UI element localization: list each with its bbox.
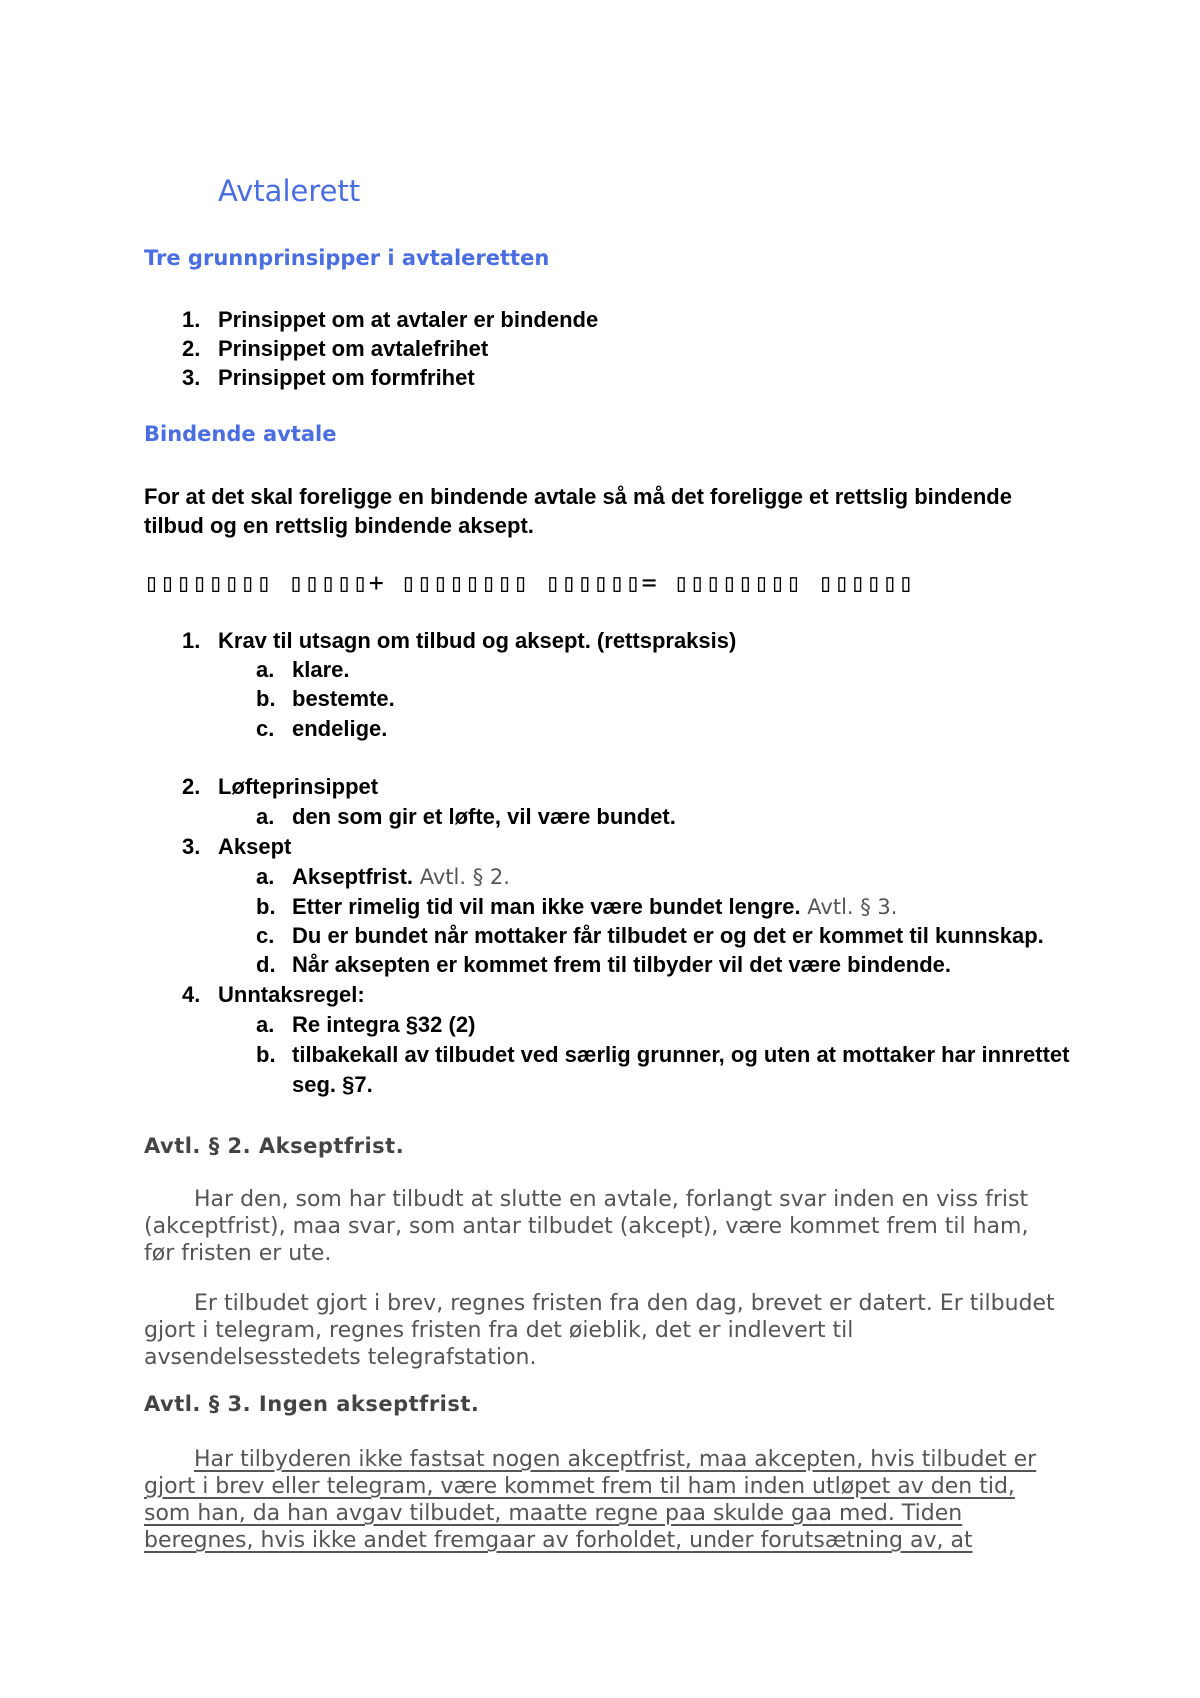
list-text: Du er bundet når mottaker får tilbudet er og det er kommet til kunnskap.: [292, 923, 1044, 948]
law-text: Har den, som har tilbudt at slutte en avtale, forlangt svar inden en viss frist (akceptfrist), maa svar, som antar tilbudet (akcept), være kommet frem til ham, før fristen er ute.: [144, 1187, 1029, 1266]
list-item: [182, 628, 736, 654]
list-subitem: [256, 864, 510, 890]
list-number: 2.: [182, 336, 201, 361]
list-text: Re integra §32 (2): [292, 1012, 476, 1037]
list-text: klare.: [292, 657, 350, 682]
list-subitem: [256, 1042, 1070, 1068]
list-text: bestemte.: [292, 686, 395, 711]
list-text: Etter rimelig tid vil man ikke være bundet lengre.: [292, 894, 801, 919]
law-heading-section-3: Avtl. § 3. Ingen akseptfrist.: [144, 1392, 480, 1416]
law-heading-section-2: Avtl. § 2. Akseptfrist.: [144, 1134, 405, 1158]
page-title: Avtalerett: [218, 174, 361, 208]
binding-paragraph: For at det skal foreligge en bindende avtale så må det foreligge et rettslig bindende tilbud og en rettslig bindende aksept.: [144, 484, 1012, 538]
list-subitem: [256, 716, 387, 742]
law-reference: Avtl. § 2.: [413, 865, 510, 889]
list-letter: b.: [256, 1042, 276, 1067]
section-heading-principles: Tre grunnprinsipper i avtaleretten: [144, 246, 550, 270]
list-number: 3.: [182, 365, 201, 390]
list-subitem: [256, 894, 897, 920]
list-number: 1.: [182, 307, 201, 332]
list-text: seg. §7.: [292, 1072, 373, 1097]
list-text: den som gir et løfte, vil være bundet.: [292, 804, 676, 829]
law-paragraph: [144, 1186, 1064, 1267]
list-letter: a.: [256, 1012, 275, 1037]
list-number: 3.: [182, 834, 201, 859]
list-subitem: [256, 952, 951, 978]
list-number: 1.: [182, 628, 201, 653]
list-text: Unntaksregel:: [218, 982, 365, 1007]
section-heading-binding: Bindende avtale: [144, 422, 337, 446]
list-text: Løfteprinsippet: [218, 774, 379, 799]
list-letter: b.: [256, 686, 276, 711]
law-paragraph: [144, 1290, 1064, 1371]
list-text: Krav til utsagn om tilbud og aksept. (rettspraksis): [218, 628, 737, 653]
law-text: Er tilbudet gjort i brev, regnes fristen fra den dag, brevet er datert. Er tilbudet gjort i telegram, regnes fristen fra det øieblik, det er indlevert til avsendelsesstedets telegrafstation.: [144, 1291, 1055, 1370]
list-number: 4.: [182, 982, 201, 1007]
list-text: Prinsippet om formfrihet: [218, 365, 475, 390]
list-letter: a.: [256, 864, 275, 889]
list-text: Aksept: [218, 834, 292, 859]
law-paragraph-underlined: [144, 1446, 1064, 1554]
list-letter: d.: [256, 952, 276, 977]
law-reference: Avtl. § 3.: [800, 895, 898, 919]
list-letter: c.: [256, 716, 275, 741]
list-subitem: [256, 804, 676, 830]
list-text: Når aksepten er kommet frem til tilbyder vil det være bindende.: [292, 952, 951, 977]
list-letter: a.: [256, 804, 275, 829]
law-text: Har tilbyderen ikke fastsat nogen akceptfrist, maa akcepten, hvis tilbudet er gjort i brev eller telegram, være kommet frem til ham inden utløpet av den tid, som han, da han avgav tilbudet, maatte regne paa skulde gaa med. Tiden beregnes, hvis ikke andet fremgaar av forholdet, under forutsætning av, at: [144, 1447, 1037, 1553]
list-letter: b.: [256, 894, 276, 919]
list-item: [182, 982, 365, 1008]
list-text: endelige.: [292, 716, 388, 741]
list-subitem: [256, 657, 350, 683]
list-item: [182, 774, 378, 800]
list-letter: a.: [256, 657, 275, 682]
list-item: [182, 365, 475, 391]
list-item: [182, 336, 488, 362]
list-letter: c.: [256, 923, 275, 948]
list-subitem-continuation: [292, 1072, 373, 1098]
list-item: [182, 834, 291, 860]
list-subitem: [256, 686, 395, 712]
list-item: [182, 307, 598, 333]
list-number: 2.: [182, 774, 201, 799]
list-text: tilbakekall av tilbudet ved særlig grunner, og uten at mottaker har innrettet: [292, 1042, 1070, 1067]
list-text: Akseptfrist.: [292, 864, 414, 889]
list-subitem: [256, 1012, 475, 1038]
missing-glyph-line: ▯▯▯▯▯▯▯▯ ▯▯▯▯▯+ ▯▯▯▯▯▯▯▯ ▯▯▯▯▯▯= ▯▯▯▯▯▯▯▯ ▯▯▯▯▯▯: [144, 568, 915, 597]
list-text: Prinsippet om avtalefrihet: [218, 336, 489, 361]
list-text: Prinsippet om at avtaler er bindende: [218, 307, 599, 332]
list-subitem: [256, 923, 1044, 949]
